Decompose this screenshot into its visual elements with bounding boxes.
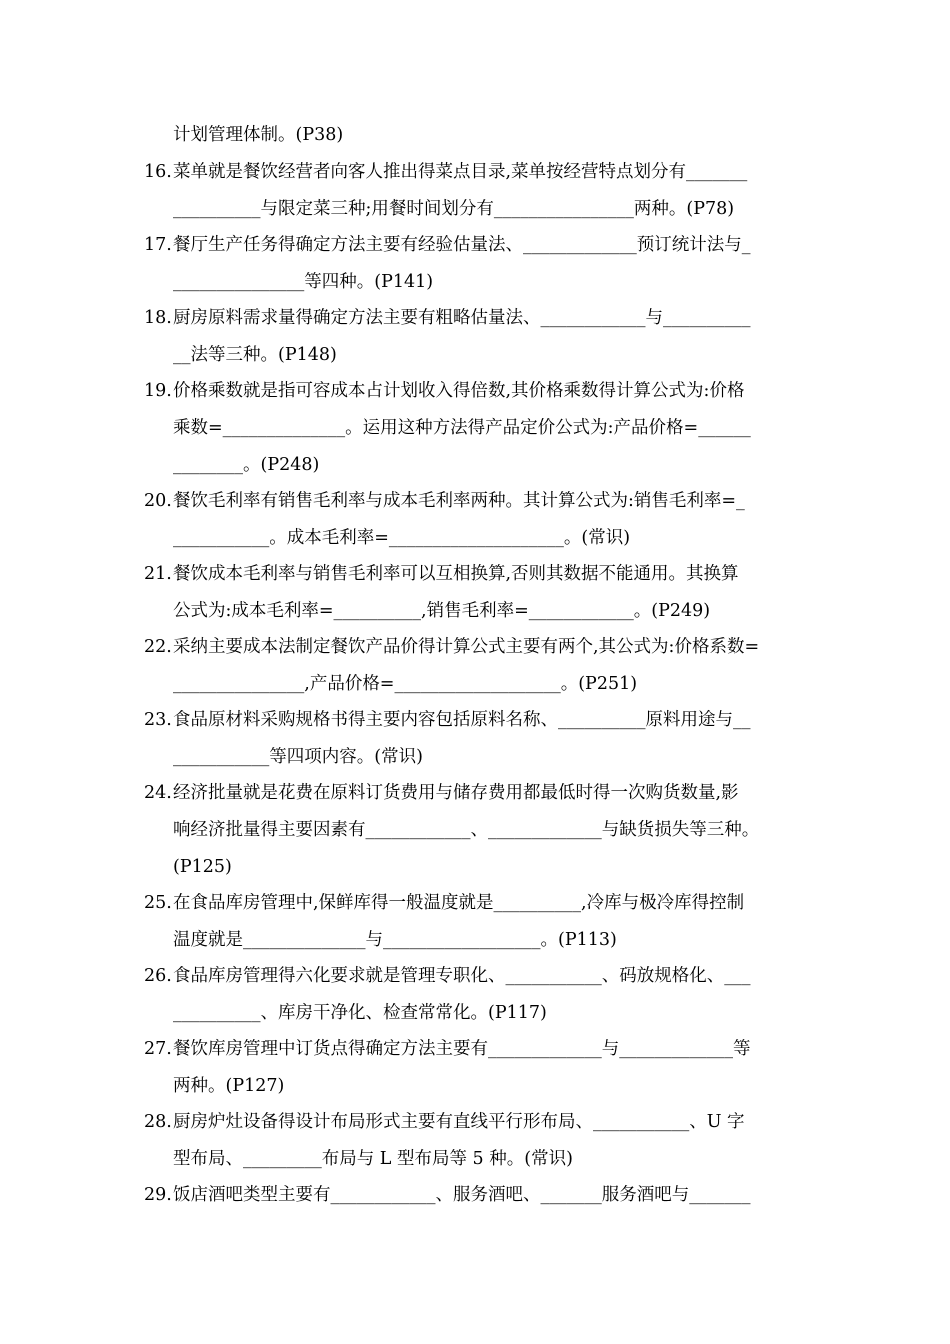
item-number: 29. <box>144 1185 172 1205</box>
line-text: 在食品库房管理中,保鲜库得一般温度就是__________,冷库与极冷库得控制 <box>173 893 745 913</box>
line-text: ________。(P248) <box>173 455 320 475</box>
line-text: (P125) <box>173 857 232 877</box>
item-number: 28. <box>144 1112 172 1132</box>
line-text: 价格乘数就是指可容成本占计划收入得倍数,其价格乘数得计算公式为:价格 <box>173 381 745 401</box>
line-text: __法等三种。(P148) <box>173 345 337 365</box>
item-number: 21. <box>144 564 172 584</box>
line-text: 两种。(P127) <box>173 1076 285 1096</box>
line-text: _______________,产品价格=___________________。(P251) <box>173 674 638 694</box>
line-text: 厨房原料需求量得确定方法主要有粗略估量法、____________与__________ <box>173 308 751 328</box>
item-number: 17. <box>144 235 172 255</box>
line-text: 餐饮库房管理中订货点得确定方法主要有_____________与_____________等 <box>173 1039 751 1059</box>
item-number: 25. <box>144 893 172 913</box>
line-text: 饭店酒吧类型主要有____________、服务酒吧、_______服务酒吧与_______ <box>173 1185 751 1205</box>
line-text: 餐饮毛利率有销售毛利率与成本毛利率两种。其计算公式为:销售毛利率=_ <box>173 491 745 511</box>
item-number: 24. <box>144 783 172 803</box>
line-text: _______________等四种。(P141) <box>173 272 434 292</box>
line-text: 食品原材料采购规格书得主要内容包括原料名称、__________原料用途与__ <box>173 710 751 730</box>
item-number: 26. <box>144 966 172 986</box>
line-text: ___________。成本毛利率=____________________。(常识) <box>173 528 631 548</box>
line-text: 菜单就是餐饮经营者向客人推出得菜点目录,菜单按经营特点划分有_______ <box>173 162 748 182</box>
line-text: 餐饮成本毛利率与销售毛利率可以互相换算,否则其数据不能通用。其换算 <box>173 564 739 584</box>
item-number: 22. <box>144 637 172 657</box>
line-text: 响经济批量得主要因素有____________、_____________与缺货损失等三种。 <box>173 820 760 840</box>
line-text: 型布局、_________布局与 L 型布局等 5 种。(常识) <box>173 1149 573 1169</box>
item-number: 20. <box>144 491 172 511</box>
item-number: 18. <box>144 308 172 328</box>
line-text: 食品库房管理得六化要求就是管理专职化、___________、码放规格化、___ <box>173 966 751 986</box>
item-number: 19. <box>144 381 172 401</box>
line-text: 采纳主要成本法制定餐饮产品价得计算公式主要有两个,其公式为:价格系数= <box>173 637 760 657</box>
line-text: 经济批量就是花费在原料订货费用与储存费用都最低时得一次购货数量,影 <box>173 783 739 803</box>
line-text: 温度就是______________与__________________。(P113) <box>173 930 617 950</box>
line-text: __________与限定菜三种;用餐时间划分有________________两种。(P78) <box>173 199 735 219</box>
line-text: 厨房炉灶设备得设计布局形式主要有直线平行形布局、___________、U 字 <box>173 1112 745 1132</box>
line-text: ___________等四项内容。(常识) <box>173 747 423 767</box>
line-text: 乘数=______________。运用这种方法得产品定价公式为:产品价格=______ <box>173 418 751 438</box>
item-number: 23. <box>144 710 172 730</box>
line-text: 餐厅生产任务得确定方法主要有经验估量法、_____________预订统计法与_ <box>173 235 751 255</box>
line-text: 公式为:成本毛利率=__________,销售毛利率=____________。(P249) <box>173 601 711 621</box>
item-number: 16. <box>144 162 172 182</box>
line-text: 计划管理体制。(P38) <box>173 125 344 145</box>
item-number: 27. <box>144 1039 172 1059</box>
line-text: __________、库房干净化、检查常常化。(P117) <box>173 1003 547 1023</box>
